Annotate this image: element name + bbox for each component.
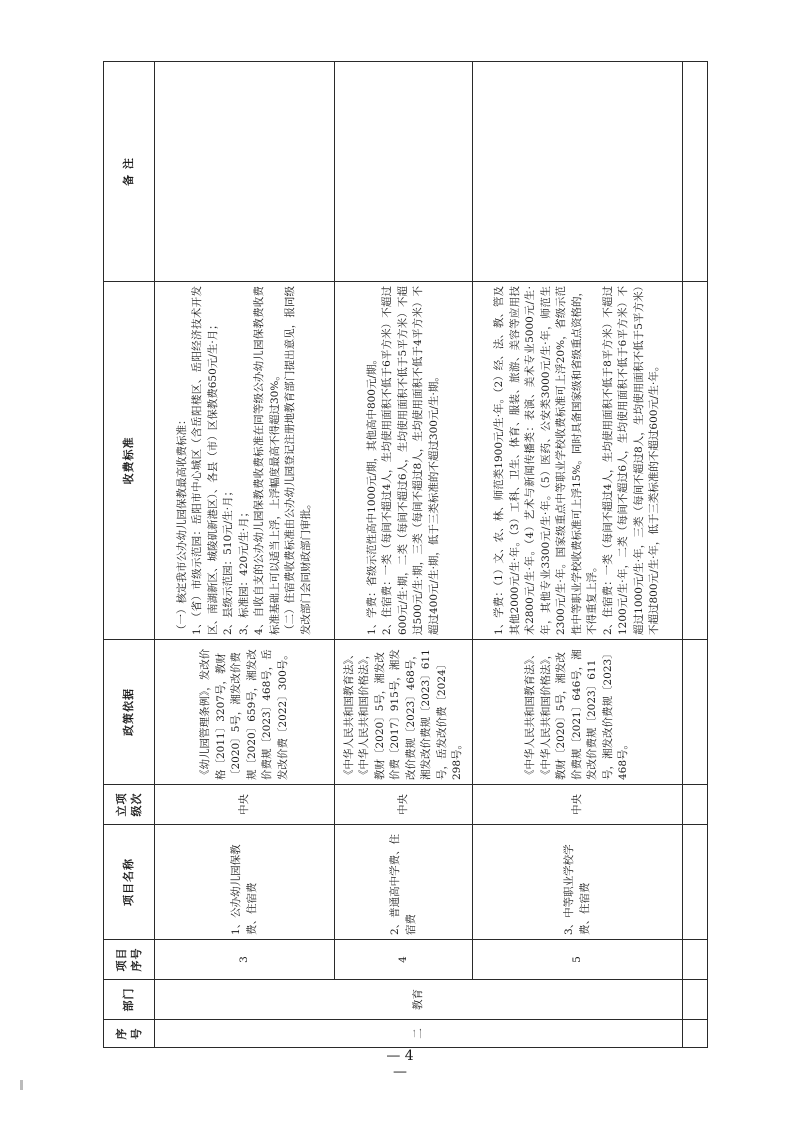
policy-basis (473, 640, 683, 785)
header-item-name: 项目名称 (104, 825, 155, 940)
blank-cell (683, 940, 708, 980)
blank-cell (683, 1020, 708, 1048)
header-level: 立项级次 (104, 785, 155, 825)
header-seq: 序号 (104, 1020, 155, 1048)
standard-line: （一）核定我市公办幼儿园保教最高收费标准： (175, 414, 188, 635)
table-row (473, 62, 683, 1048)
scan-mark (20, 1080, 23, 1090)
remark-cell (335, 62, 473, 282)
fee-standard-table (103, 61, 708, 1048)
basis-line: 《中华人民共和国教育法》、《中华人民共和国价格法》，教财〔2020〕5号，湘发改价费〔2017〕915号，湘发改价费规〔2023〕468号，湘发改价费规〔2023〕611号，岳发改价费〔2024〕298号。 (342, 648, 463, 780)
page-number: — 4 — (386, 1048, 414, 1080)
header-remark: 备 注 (104, 62, 155, 282)
group-seq: 二 (155, 1020, 683, 1048)
item-name: 1、公办幼儿园保教费、住宿费 (155, 825, 335, 940)
item-level: 中央 (335, 785, 473, 825)
standard-line: 1、（省）市级示范园：岳阳市中心城区（含岳阳楼区、岳阳经济技术开发区、南湖新区、城陵矶新港区）、各县（市）区保教费650元/生·月； (191, 286, 219, 635)
fee-standard (335, 282, 473, 640)
table-row (335, 62, 473, 1048)
standard-line: 1、学费：（1）文、农、林、师范类1900元/生·年。（2）经、法、教、管及其他2000元/生·年。（3）工科、卫生、体育、服装、旅游、美容等应用技术2800元/生·年。（4）艺术与新闻传播类：表演、美术专业5000元/生·年，其他专业3300元/生·年。（5）医药、公安类3000元/生·年，师范生2300元/生·年。国家级重点中等职业学校收费标准可上浮20%，省级示范性中等职业学校收费标准可上浮15%。同时具备国家级和省级重点资格的，不得重复上浮。 (493, 286, 599, 635)
item-name: 2、普通高中学费、住宿费 (335, 825, 473, 940)
item-name: 3、中等职业学校学费、住宿费 (473, 825, 683, 940)
blank-cell (683, 62, 708, 282)
group-dept: 教育 (155, 980, 683, 1020)
fee-standard (473, 282, 683, 640)
table-row-blank (683, 62, 708, 1048)
blank-cell (683, 980, 708, 1020)
standard-line: 3、标准园：420元/生·月； (237, 506, 250, 635)
standard-line: 2、住宿费：一类（每间不超过4人，生均使用面积不低于8平方米）不超过1200元/生·年，二类（每间不超过6人，生均使用面积不低于6平方米）不超过1000元/生·年，三类（每间不超过8人，生均使用面积不低于5平方米）不超过800元/生·年，低于三类标准的不超过600元/生·年。 (601, 286, 661, 635)
blank-cell (683, 825, 708, 940)
item-level: 中央 (155, 785, 335, 825)
standard-line: 4、自收自支的公办幼儿园保教费收费标准在同等级公办幼儿园保教费收费标准基础上可以适当上浮，上浮幅度最高不得超过30%。 (253, 286, 281, 635)
fee-standard (155, 282, 335, 640)
rotated-table-frame (103, 62, 697, 1048)
remark-cell (473, 62, 683, 282)
basis-line: 《幼儿园管理条例》，发改价格〔2011〕3207号，教财〔2020〕5号，湘发改价费规〔2020〕659号，湘发改价费规〔2023〕468号，岳发改价费〔2022〕300号。 (199, 648, 289, 780)
table-header-row (104, 62, 155, 1048)
standard-line: 2、县级示范园：510元/生·月； (222, 485, 235, 635)
basis-line: 《中华人民共和国教育法》、《中华人民共和国价格法》，教财〔2020〕5号，湘发改价费规〔2021〕646号，湘发改价费规〔2023〕611号，湘发改价费规〔2023〕468号。 (524, 648, 630, 780)
item-level: 中央 (473, 785, 683, 825)
item-seq: 5 (473, 940, 683, 980)
policy-basis (335, 640, 473, 785)
item-seq: 3 (155, 940, 335, 980)
blank-cell (683, 282, 708, 640)
blank-cell (683, 640, 708, 785)
remark-cell (155, 62, 335, 282)
table-row (155, 62, 335, 1048)
item-seq: 4 (335, 940, 473, 980)
header-dept: 部门 (104, 980, 155, 1020)
blank-cell (683, 785, 708, 825)
standard-line: 2、住宿费：一类（每间不超过4人，生均使用面积不低于6平方米）不超过600元/生·期，二类（每间不超过6人，生均使用面积不低于5平方米）不超过500元/生·期，三类（每间不超过8人，生均使用面积不低于4平方米）不超过400元/生·期，低于三类标准的不超过300元/生·期。 (381, 286, 440, 635)
header-item-seq: 项目序号 (104, 940, 155, 980)
policy-basis (155, 640, 335, 785)
standard-line: （二）住宿费收费标准由公办幼儿园登记注册地教育部门提出意见，报同级发改部门会同财政部门审批。 (284, 286, 312, 635)
standard-line: 1、学费：省级示范性高中1000元/期，其他高中800元/期。 (365, 353, 378, 635)
header-basis: 政策依据 (104, 640, 155, 785)
header-standard: 收费标准 (104, 282, 155, 640)
